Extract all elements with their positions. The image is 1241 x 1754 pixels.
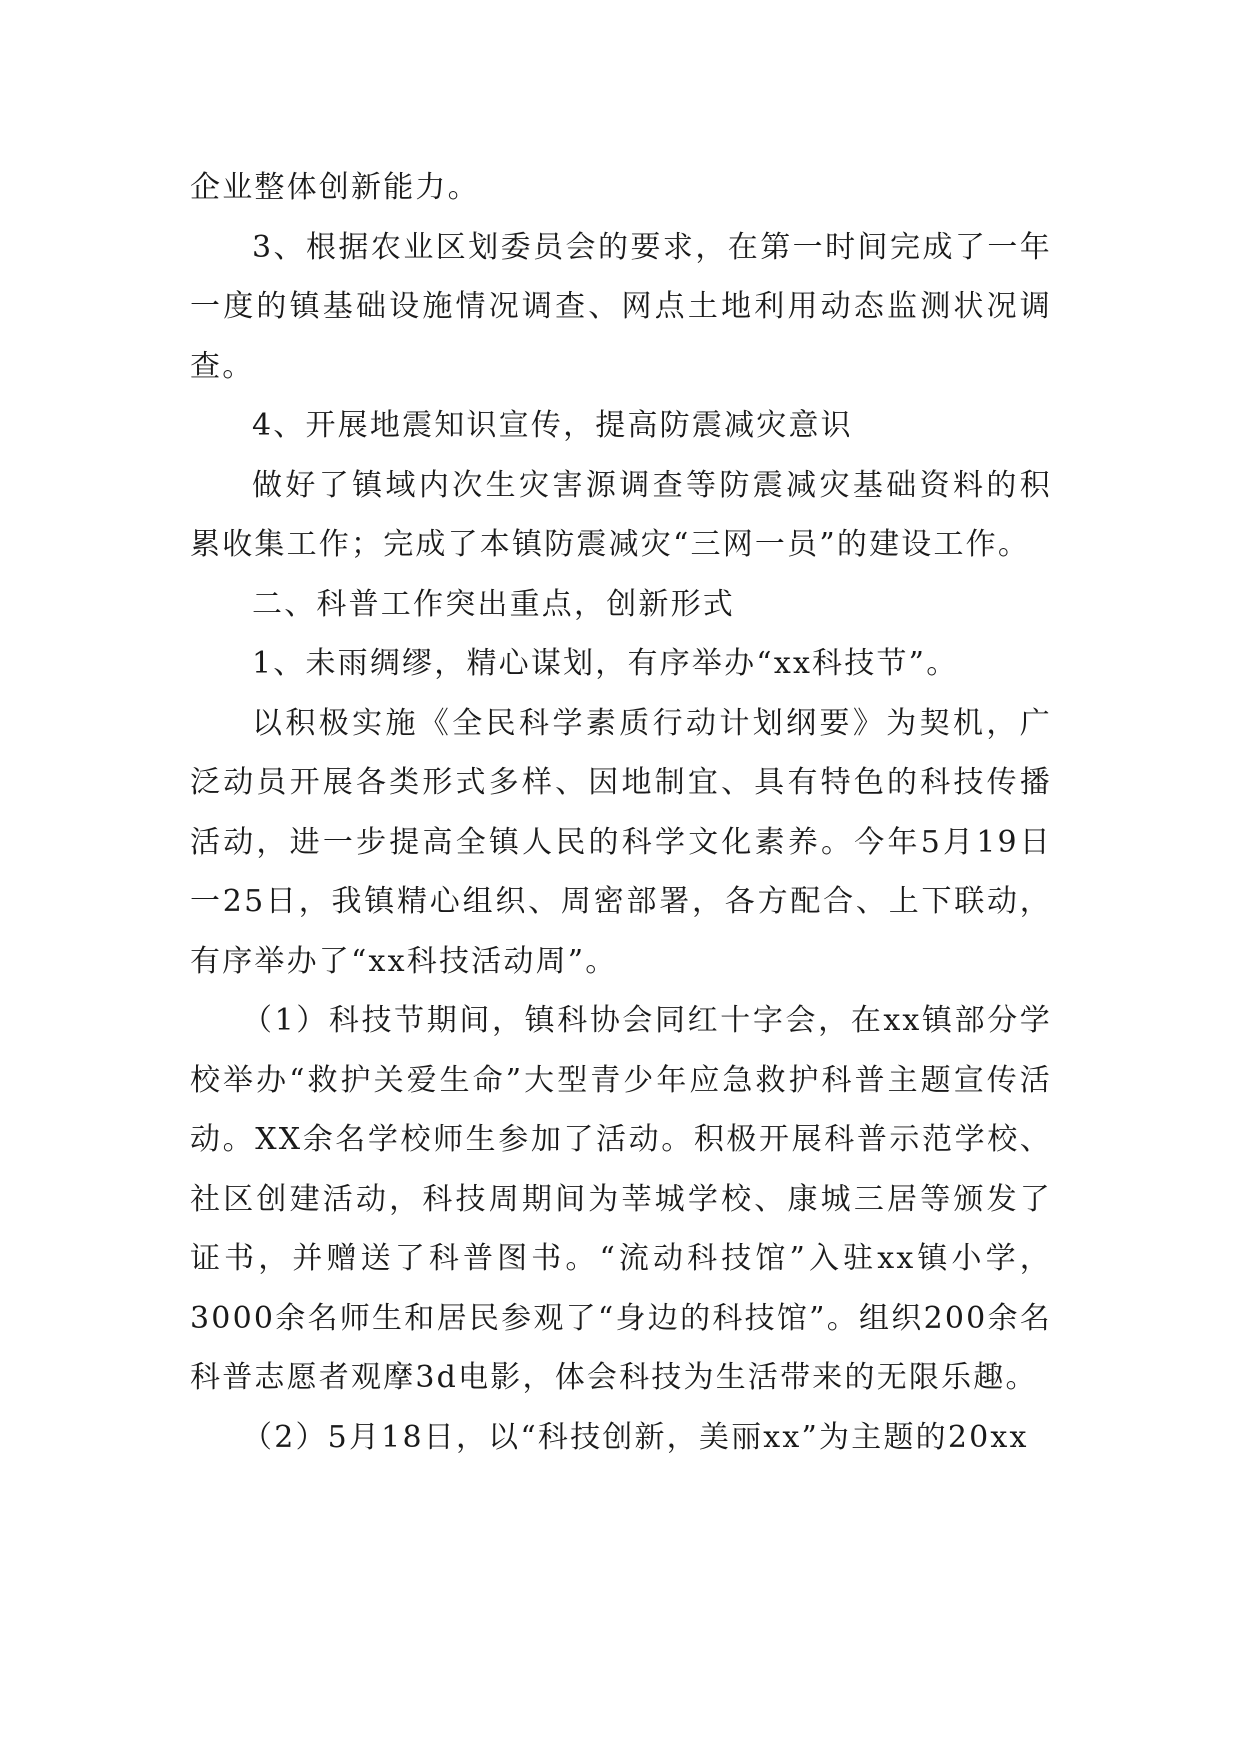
paragraph-science-plan: 以积极实施《全民科学素质行动计划纲要》为契机，广泛动员开展各类形式多样、因地制宜、具有特色的科技传播活动，进一步提高全镇人民的科学文化素养。今年5月19日一25日，我镇精心组织、周密部署，各方配合、上下联动，有序举办了“xx科技活动周”。 — [190, 705, 1052, 979]
paragraph-continuation: 企业整体创新能力。 — [190, 170, 480, 205]
paragraph-item-4-heading: 4、开展地震知识宣传，提高防震减灾意识 — [252, 408, 853, 443]
paragraph-sub-item-2: （2）5月18日，以“科技创新，美丽xx”为主题的20xx — [242, 1419, 1029, 1455]
paragraph-earthquake-work: 做好了镇域内次生灾害源调查等防震减灾基础资料的积累收集工作；完成了本镇防震减灾“三网一员”的建设工作。 — [190, 467, 1052, 562]
paragraph-item-1-heading: 1、未雨绸缪，精心谋划，有序举办“xx科技节”。 — [252, 646, 959, 681]
document-body — [190, 158, 1052, 1467]
section-heading-2: 二、科普工作突出重点，创新形式 — [252, 586, 735, 622]
paragraph-item-3: 3、根据农业区划委员会的要求，在第一时间完成了一年一度的镇基础设施情况调查、网点土地利用动态监测状况调查。 — [190, 229, 1052, 384]
paragraph-sub-item-1: （1）科技节期间，镇科协会同红十字会，在xx镇部分学校举办“救护关爱生命”大型青少年应急救护科普主题宣传活动。XX余名学校师生参加了活动。积极开展科普示范学校、社区创建活动，科技周期间为莘城学校、康城三居等颁发了证书，并赠送了科普图书。“流动科技馆”入驻xx镇小学，3000余名师生和居民参观了“身边的科技馆”。组织200余名科普志愿者观摩3d电影，体会科技为生活带来的无限乐趣。 — [190, 1003, 1052, 1395]
